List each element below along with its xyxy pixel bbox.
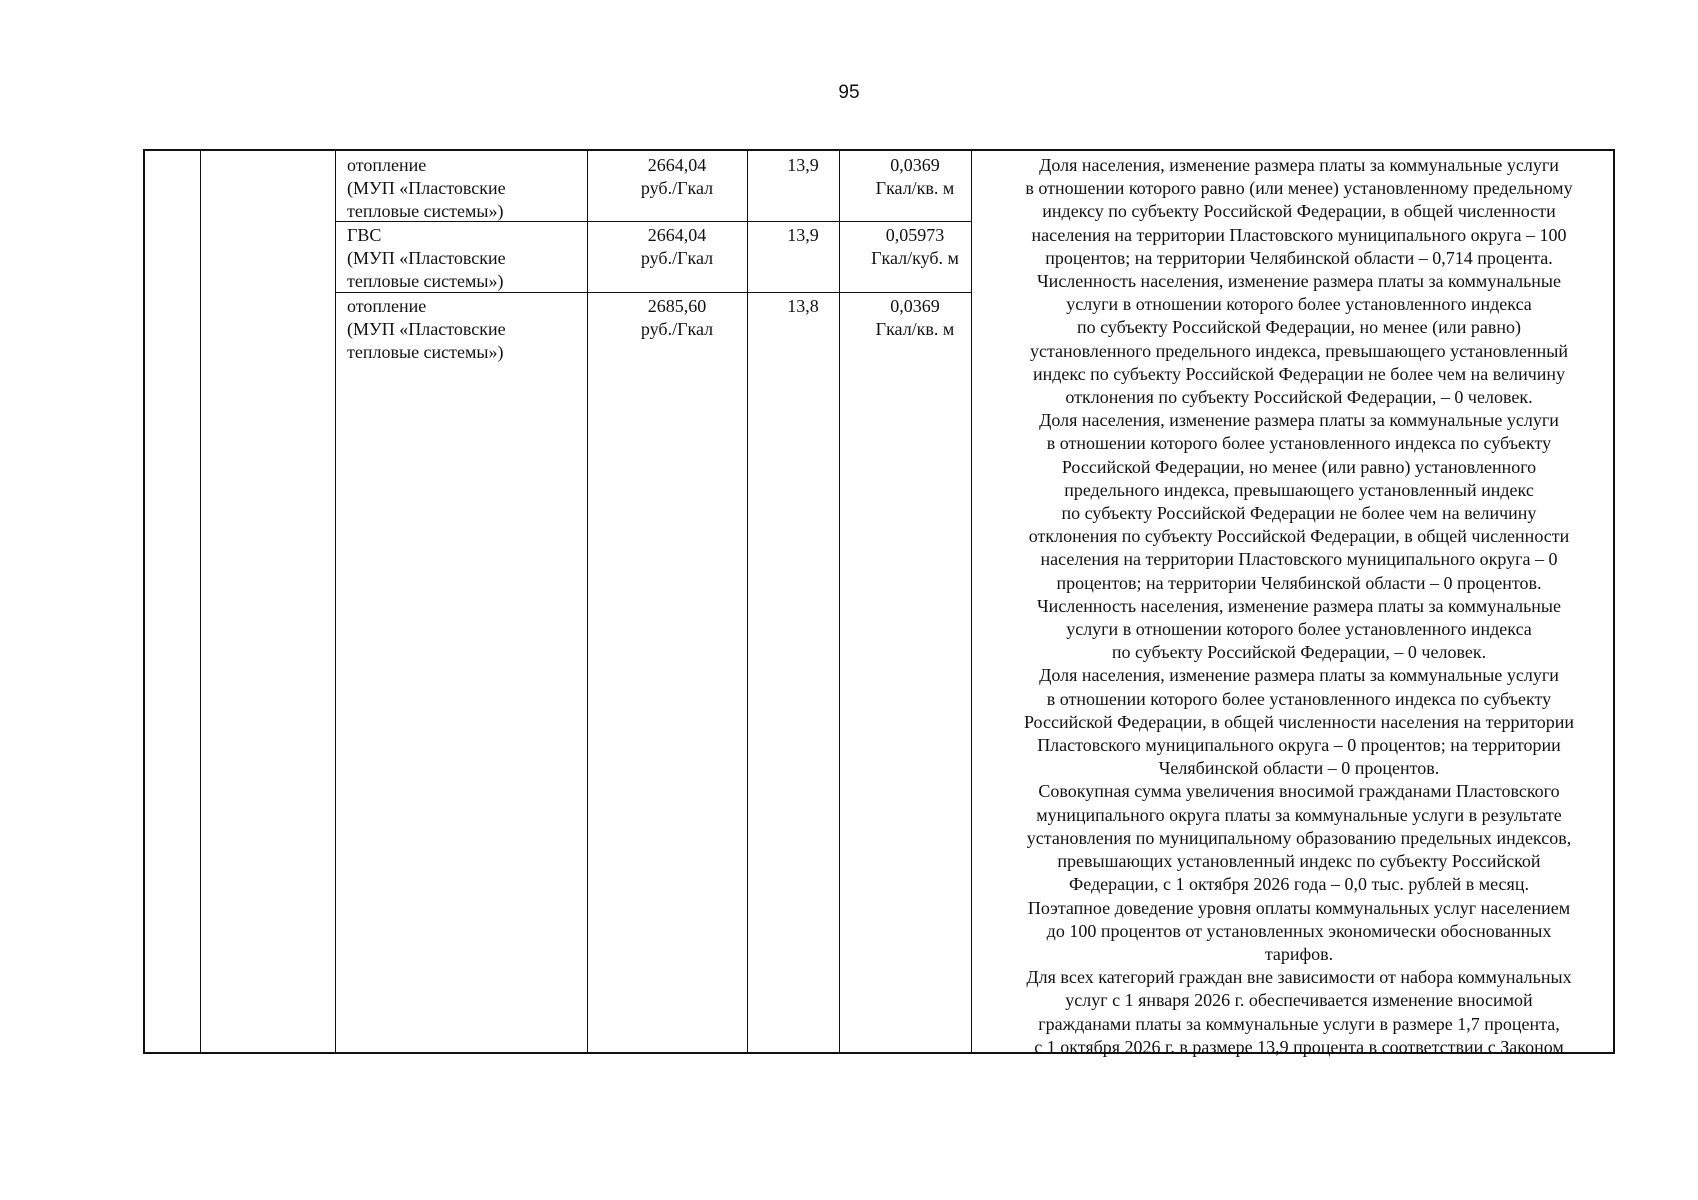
norm-cell: 0,0369 Гкал/кв. м xyxy=(875,296,955,339)
description-line: населения на территории Пластовского муниципального округа – 0 xyxy=(1040,549,1558,570)
description-line: индекс по субъекту Российской Федерации не более чем на величину xyxy=(1032,363,1566,384)
service-cell: ГВС (МУП «Пластовские тепловые системы») xyxy=(347,225,506,291)
description-line: с 1 октября 2026 г. в размере 13,9 процента в соответствии с Законом xyxy=(1034,1036,1564,1057)
column-divider xyxy=(971,151,972,1052)
description-line: гражданами платы за коммунальные услуги в размере 1,7 процента, xyxy=(1038,1013,1560,1034)
description-line: процентов; на территории Челябинской области – 0,714 процента. xyxy=(1045,247,1553,268)
description-line: Поэтапное доведение уровня оплаты коммунальных услуг населением xyxy=(1027,897,1571,918)
service-cell: отопление (МУП «Пластовские тепловые системы») xyxy=(347,296,506,362)
tariff-cell: 2685,60 руб./Гкал xyxy=(640,296,714,339)
description-line: по субъекту Российской Федерации не более чем на величину xyxy=(1061,503,1537,524)
description-line: услуг с 1 января 2026 г. обеспечивается изменение вносимой xyxy=(1065,990,1533,1011)
description-cell xyxy=(981,154,1617,1059)
percent-cell: 13,9 xyxy=(787,155,819,175)
description-line: до 100 процентов от установленных экономически обоснованных xyxy=(1046,920,1552,941)
description-line: услуги в отношении которого более установленного индекса xyxy=(1066,294,1532,315)
description-line: Доля населения, изменение размера платы за коммунальные услуги xyxy=(1039,410,1559,431)
tariff-table xyxy=(143,149,1615,1057)
tariff-cell: 2664,04 руб./Гкал xyxy=(640,225,714,268)
description-line: по субъекту Российской Федерации, но менее (или равно) xyxy=(1077,317,1521,338)
description-line: Совокупная сумма увеличения вносимой гражданами Пластовского xyxy=(1038,781,1560,802)
description-line: установления по муниципальному образованию предельных индексов, xyxy=(1026,827,1572,848)
description-line: отклонения по субъекту Российской Федерации, – 0 человек. xyxy=(1065,387,1533,408)
column-divider xyxy=(335,151,336,1052)
description-line: муниципального округа платы за коммунальные услуги в результате xyxy=(1036,804,1562,825)
description-line: тарифов. xyxy=(1264,943,1334,964)
description-line: Доля населения, изменение размера платы за коммунальные услуги xyxy=(1039,665,1559,686)
page-number: 95 xyxy=(838,82,860,103)
description-line: населения на территории Пластовского муниципального округа – 100 xyxy=(1031,224,1567,245)
tariff-cell: 2664,04 руб./Гкал xyxy=(640,155,714,198)
description-line: Для всех категорий граждан вне зависимости от набора коммунальных xyxy=(1026,967,1572,988)
column-divider xyxy=(839,151,840,1052)
description-line: Доля населения, изменение размера платы за коммунальные услуги xyxy=(1039,155,1559,175)
description-line: превышающих установленный индекс по субъекту Российской xyxy=(1057,851,1541,872)
description-line: в отношении которого более установленного индекса по субъекту xyxy=(1046,688,1552,709)
description-line: в отношении которого равно (или менее) установленному предельному xyxy=(1025,178,1573,199)
description-line: Численность населения, изменение размера платы за коммунальные xyxy=(1036,271,1562,292)
description-line: отклонения по субъекту Российской Федерации, в общей численности xyxy=(1028,526,1570,547)
description-line: Пластовского муниципального округа – 0 процентов; на территории xyxy=(1037,735,1561,756)
description-line: по субъекту Российской Федерации, – 0 человек. xyxy=(1111,642,1487,663)
description-line: процентов; на территории Челябинской области – 0 процентов. xyxy=(1056,572,1542,593)
description-line: Численность населения, изменение размера платы за коммунальные xyxy=(1036,595,1562,616)
column-divider xyxy=(200,151,201,1052)
description-line: индексу по субъекту Российской Федерации, в общей численности xyxy=(1042,201,1556,222)
percent-cell: 13,9 xyxy=(787,225,819,245)
column-divider xyxy=(747,151,748,1052)
description-line: предельного индекса, превышающего установленный индекс xyxy=(1064,479,1534,500)
percent-cell: 13,8 xyxy=(787,296,819,316)
description-line: Российской Федерации, но менее (или равно) установленного xyxy=(1061,456,1537,477)
description-line: Челябинской области – 0 процентов. xyxy=(1158,758,1440,779)
description-line: Федерации, с 1 октября 2026 года – 0,0 тыс. рублей в месяц. xyxy=(1069,874,1529,895)
description-line: установленного предельного индекса, превышающего установленный xyxy=(1029,340,1569,361)
description-line: в отношении которого более установленного индекса по субъекту xyxy=(1046,433,1552,454)
norm-cell: 0,05973 Гкал/куб. м xyxy=(871,225,959,268)
norm-cell: 0,0369 Гкал/кв. м xyxy=(875,155,955,198)
description-line: Российской Федерации, в общей численности населения на территории xyxy=(1023,711,1575,732)
service-cell: отопление (МУП «Пластовские тепловые системы») xyxy=(347,155,506,221)
description-line: услуги в отношении которого более установленного индекса xyxy=(1066,619,1532,640)
